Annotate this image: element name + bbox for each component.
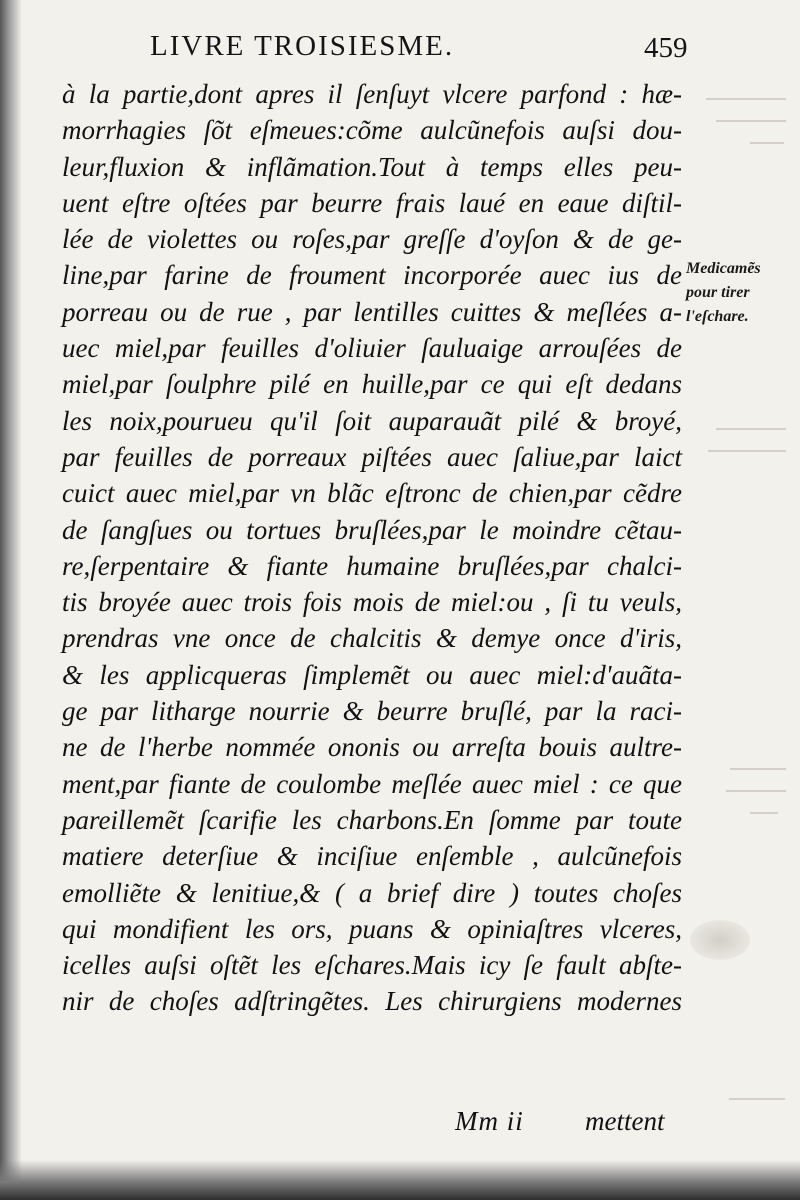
show-through-mark [720, 750, 790, 830]
text-line: prendras vne once de chalcitis & demye once d'iris, [62, 623, 682, 654]
marginal-note-line: Medicamẽs [686, 260, 761, 277]
text-line: matiere deterſiue & inciſiue enſemble , aulcũnefois [62, 841, 682, 872]
text-line: les noix,pourueu qu'il ſoit auparauãt pilé & broyé, [62, 405, 682, 436]
show-through-mark [700, 80, 790, 160]
text-line: ge par litharge nourrie & beurre bruſlé, par la raci- [62, 696, 682, 727]
text-line: cuict auec miel,par vn blãc eſtronc de chien,par cẽdre [62, 478, 682, 509]
text-line: porreau ou de rue , par lentilles cuittes & meſlées a- [62, 296, 682, 327]
page-edge-shadow [0, 1160, 800, 1200]
text-line: & les applicqueras ſimplemẽt ou auec miel:d'auãta- [62, 659, 682, 690]
catchword: mettent [585, 1106, 665, 1136]
running-head: LIVRE TROISIESME. [150, 30, 455, 62]
text-line: uent eſtre oſtées par beurre frais laué en eaue diſtil- [62, 187, 682, 218]
text-line: miel,par ſoulphre pilé en huille,par ce qui eſt dedans [62, 369, 682, 400]
text-line: lée de violettes ou roſes,par greſſe d'oyſon & de ge- [62, 224, 682, 255]
text-line: par feuilles de porreaux piſtées auec ſaliue,par laict [62, 441, 682, 472]
marginal-note [686, 257, 796, 329]
marginal-note-line: l'eſchare. [686, 308, 749, 325]
text-line: line,par farine de froument incorporée auec ius de [62, 260, 682, 291]
text-line: à la partie,dont apres il ſenſuyt vlcere parfond : hæ- [62, 79, 682, 109]
ink-smudge [690, 920, 750, 960]
body-text [62, 76, 682, 1020]
text-line: de ſangſues ou tortues bruſlées,par le moindre cẽtau- [62, 514, 682, 545]
text-line: pareillemẽt ſcarifie les charbons.En ſomme par toute [62, 804, 682, 835]
text-line: nir de choſes adſtringẽtes. Les chirurgiens modernes [62, 986, 682, 1017]
text-line: tis broyée auec trois fois mois de miel:ou , ſi tu veuls, [62, 587, 682, 618]
text-line: qui mondifient les ors, puans & opiniaſtres vlceres, [62, 913, 682, 944]
show-through-mark [725, 1080, 790, 1120]
text-line: emolliẽte & lenitiue,& ( a brief dire ) toutes choſes [62, 877, 682, 908]
marginal-note-line: pour tirer [686, 284, 750, 301]
text-line: ne de l'herbe nommée ononis ou arreſta bouis aultre- [62, 732, 682, 763]
text-line: leur,fluxion & inflãmation.Tout à temps elles peu- [62, 151, 682, 182]
text-line: icelles auſsi oſtẽt les eſchares.Mais icy ſe fault abſte- [62, 950, 682, 981]
text-line: ment,par fiante de coulombe meſlée auec miel : ce que [62, 768, 682, 799]
text-line: morrhagies ſõt eſmeues:cõme aulcũnefois auſsi dou- [62, 115, 682, 146]
page-number: 459 [644, 32, 688, 64]
signature-mark: Mm ii [455, 1106, 524, 1136]
text-line: re,ſerpentaire & fiante humaine bruſlées,par chalci- [62, 550, 682, 581]
gutter-shadow [0, 0, 22, 1200]
text-line: uec miel,par feuilles d'oliuier ſauluaige arrouſées de [62, 333, 682, 364]
show-through-mark [700, 410, 790, 460]
